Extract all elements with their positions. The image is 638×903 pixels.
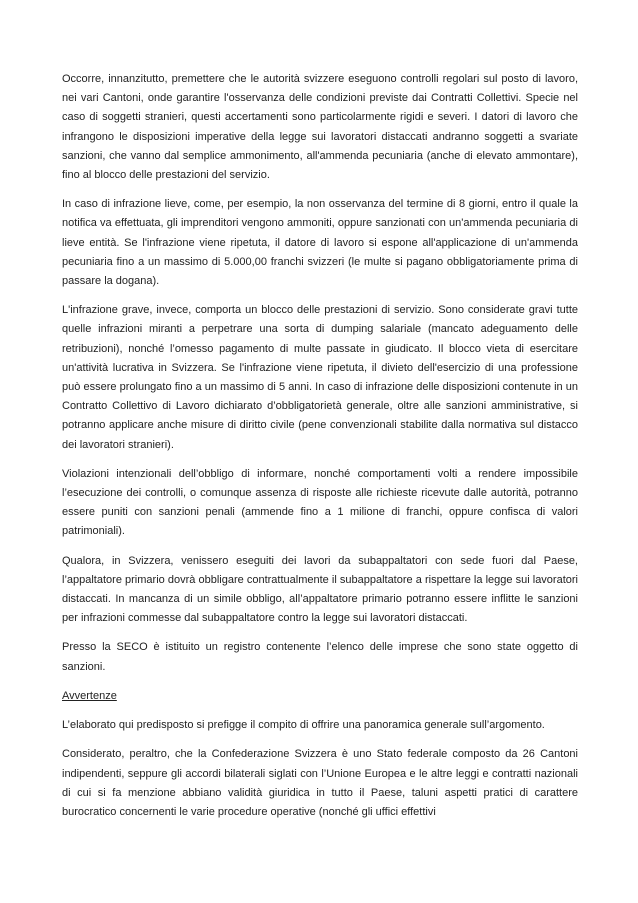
paragraph-serious-infraction: L'infrazione grave, invece, comporta un blocco delle prestazioni di servizio. Sono considerate gravi tutte quelle infrazioni miranti a perpetrare una sorta di dumping salariale (mancato adeguamento delle retribuzioni), nonché l’omesso pagamento di multe passate in giudicato. Il blocco vieta di esercitare un'attività lucrativa in Svizzera. Se l'infrazione viene ripetuta, il divieto dell'esercizio di una professione può essere prolungato fino a un massimo di 5 anni. In caso di infrazione delle disposizioni contenute in un Contratto Collettivo di Lavoro dichiarato d’obbligatorietà generale, oltre alle sanzioni amministrative, si potranno applicare anche misure di diritto civile (pene convenzionali stabilite dalla normativa sul distacco dei lavoratori stranieri).	[62, 304, 578, 451]
paragraph-overview: L’elaborato qui predisposto si prefigge il compito di offrire una panoramica generale sull’argomento.	[62, 719, 545, 732]
section-heading: Avvertenze	[62, 689, 117, 702]
paragraph-controls: Occorre, innanzitutto, premettere che le autorità svizzere eseguono controlli regolari sul posto di lavoro, nei vari Cantoni, onde garantire l'osservanza delle condizioni previste dai Contratti Collettivi. Specie nel caso di soggetti stranieri, questi accertamenti sono particolarmente rigidi e severi. I datori di lavoro che infrangono le disposizioni imperative della legge sui lavoratori distaccati andranno soggetti a svariate sanzioni, che vanno dal semplice ammonimento, all'ammenda pecuniaria (anche di elevato ammontare), fino al blocco delle prestazioni del servizio.	[62, 73, 578, 182]
document-page	[62, 70, 578, 832]
paragraph-intentional-violations: Violazioni intenzionali dell’obbligo di informare, nonché comportamenti volti a rendere impossibile l’esecuzione dei controlli, o comunque assenza di risposte alle richieste ricevute dalle autorità, potranno essere puniti con sanzioni penali (ammende fino a 1 milione di franchi, oppure confisca di valori patrimoniali).	[62, 467, 578, 538]
paragraph-seco-register: Presso la SECO è istituito un registro contenente l’elenco delle imprese che sono state oggetto di sanzioni.	[62, 641, 578, 673]
paragraph-subcontractors: Qualora, in Svizzera, venissero eseguiti dei lavori da subappaltatori con sede fuori dal Paese, l’appaltatore primario dovrà obbligare contrattualmente il subappaltatore a rispettare la legge sui lavoratori distaccati. In mancanza di un simile obbligo, all’appaltatore primario potranno essere inflitte le sanzioni per infrazioni commesse dal subappaltatore contro la legge sui lavoratori distaccati.	[62, 554, 578, 625]
paragraph-minor-infraction: In caso di infrazione lieve, come, per esempio, la non osservanza del termine di 8 giorni, entro il quale la notifica va effettuata, gli imprenditori vengono ammoniti, oppure sanzionati con un'ammenda pecuniaria di lieve entità. Se l'infrazione viene ripetuta, il datore di lavoro si espone all'applicazione di un'ammenda pecuniaria fino a un massimo di 5.000,00 franchi svizzeri (le multe si pagano obbligatoriamente prima di passare la dogana).	[62, 198, 578, 288]
paragraph-confederation: Considerato, peraltro, che la Confederazione Svizzera è uno Stato federale composto da 26 Cantoni indipendenti, seppure gli accordi bilaterali siglati con l’Unione Europea e le altre leggi e contratti nazionali di cui si fa menzione abbiano validità giuridica in tutto il Paese, taluni aspetti pratici di carattere burocratico concernenti le varie procedure operative (nonché gli uffici effettivi	[62, 748, 578, 818]
